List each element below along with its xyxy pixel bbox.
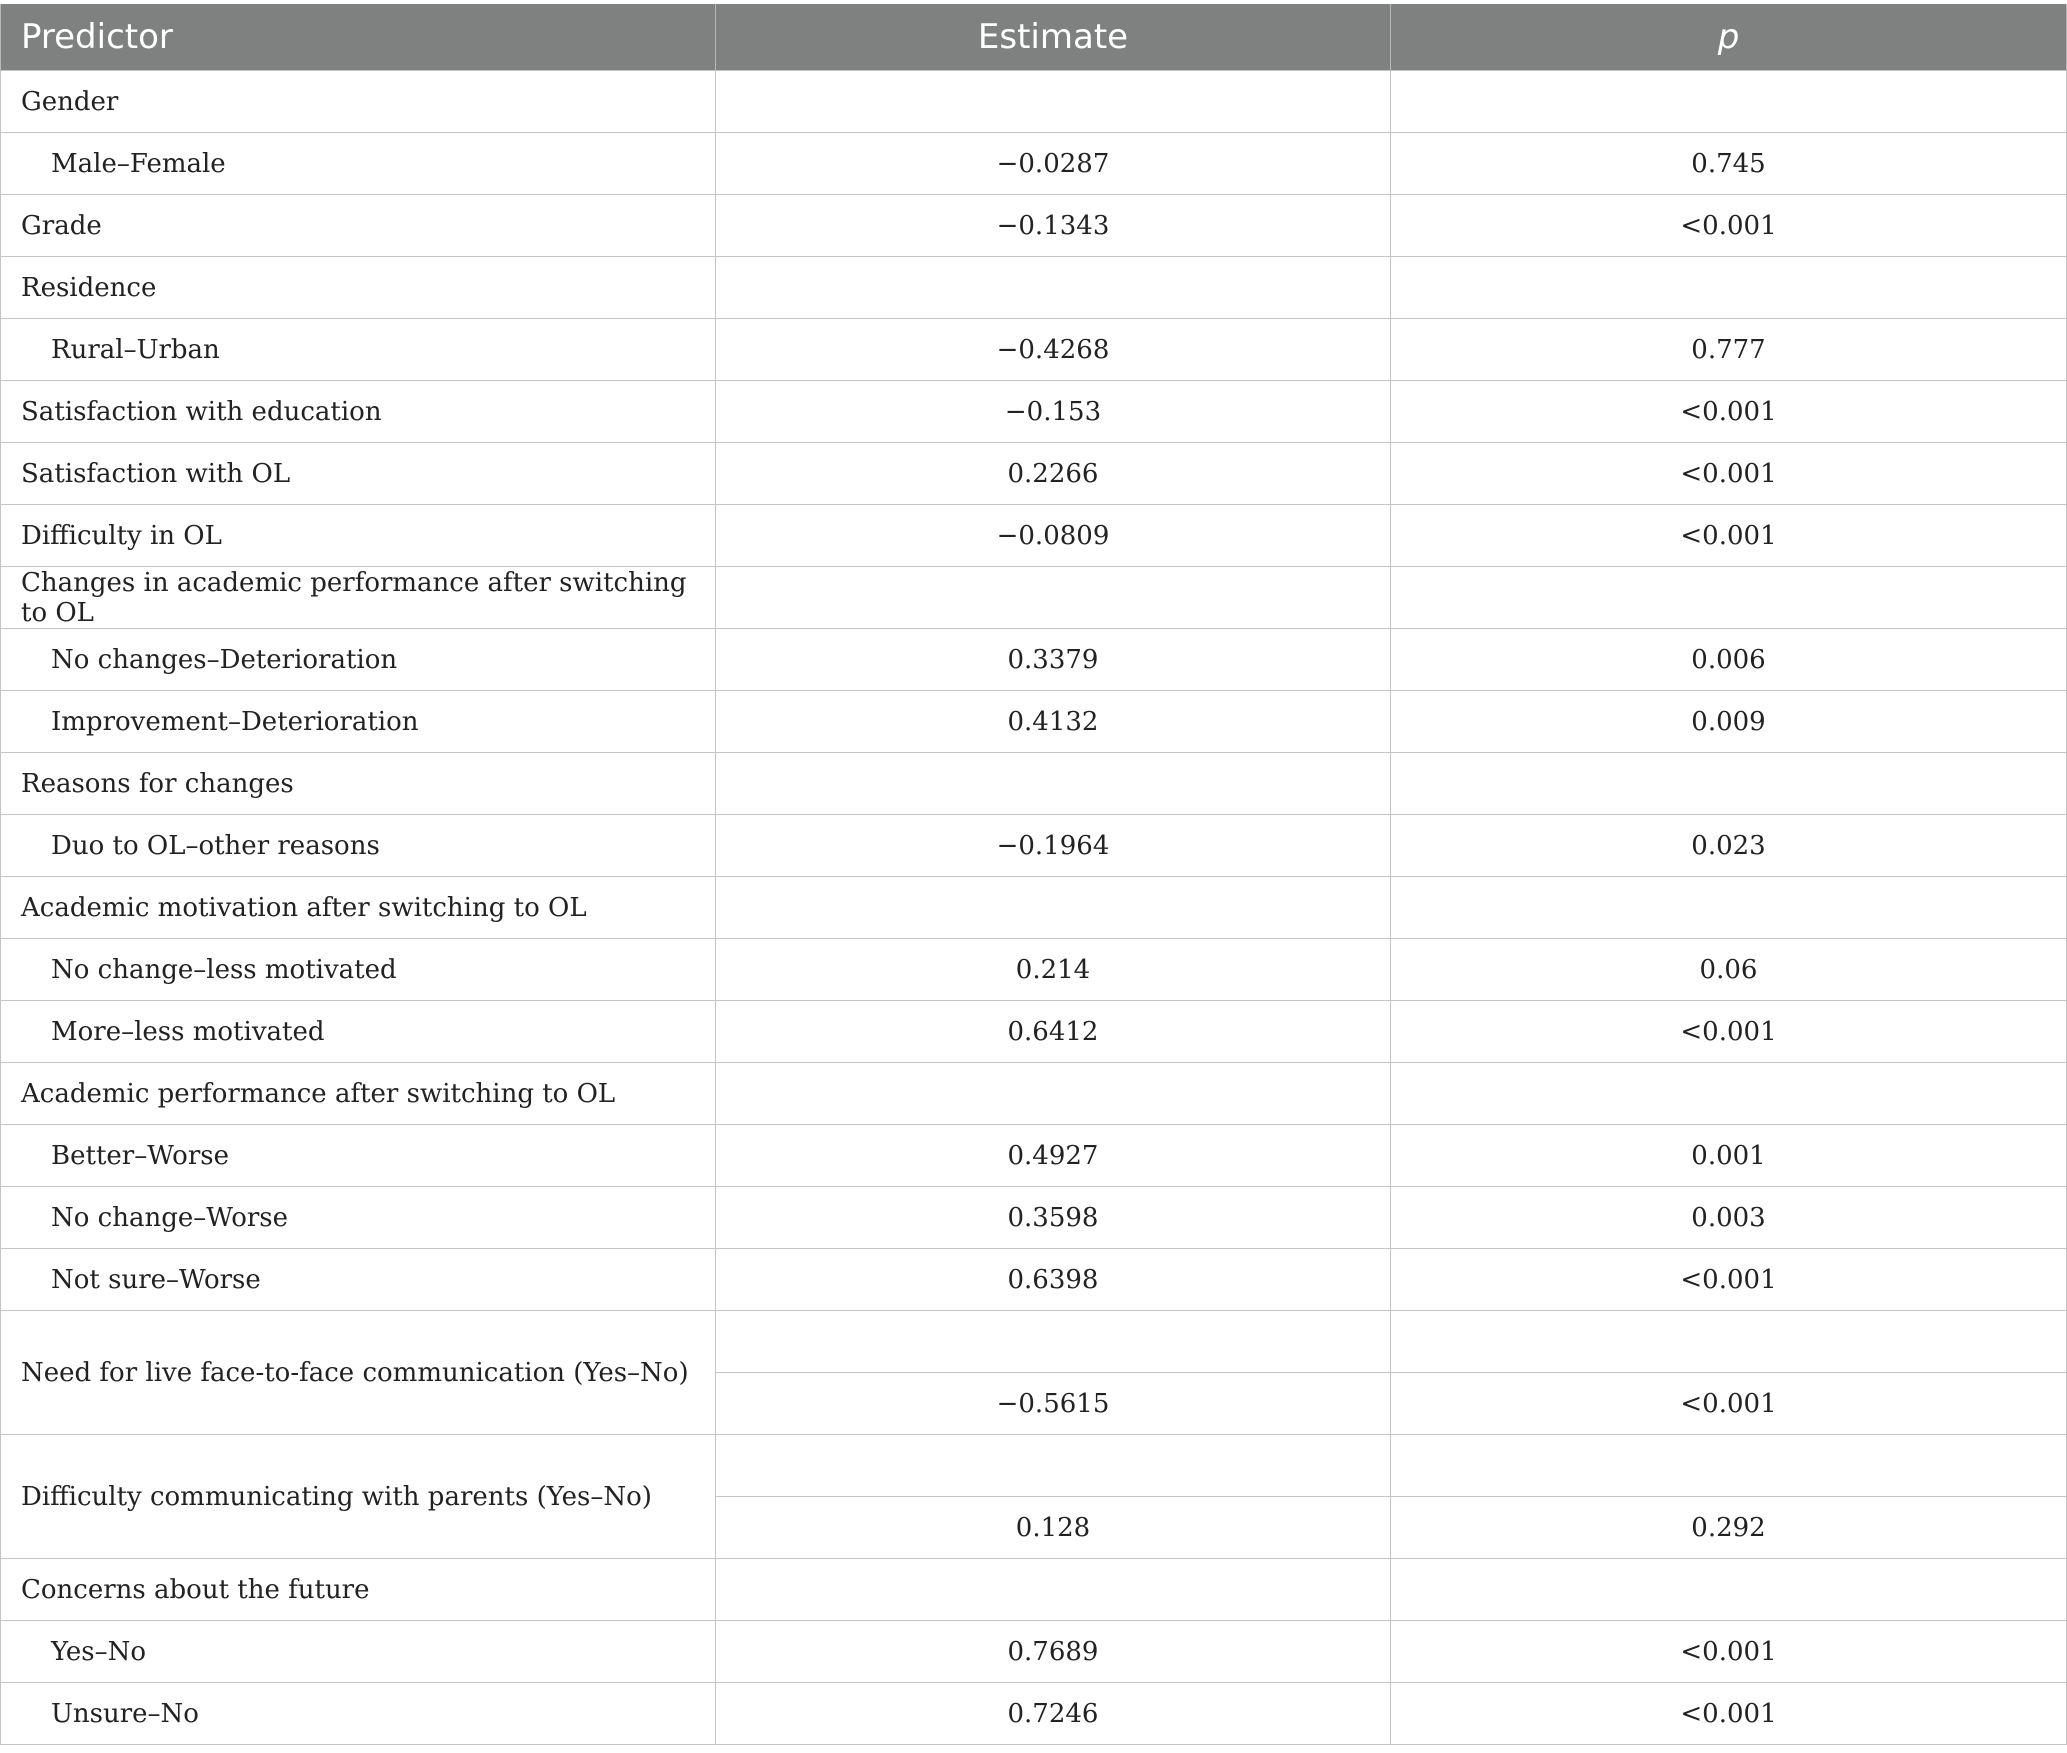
row-p-value: <0.001: [1391, 505, 2067, 567]
table-row: [1, 505, 2067, 567]
header-predictor: Predictor: [1, 4, 716, 71]
table-row: [1, 629, 2067, 691]
row-estimate: 0.6398: [716, 1249, 1391, 1311]
table-row: [1, 1063, 2067, 1125]
table-row: [1, 567, 2067, 629]
row-p-value-empty: [1391, 1311, 2067, 1373]
row-p-value: <0.001: [1391, 1001, 2067, 1063]
row-predictor: Unsure–No: [1, 1683, 716, 1745]
row-predictor: Need for live face-to-face communication (Yes–No): [1, 1311, 716, 1435]
table-row: [1, 319, 2067, 381]
row-predictor: Male–Female: [1, 133, 716, 195]
row-predictor: Changes in academic performance after switching to OL: [1, 567, 716, 629]
row-estimate: −0.5615: [716, 1373, 1391, 1435]
table-body: [1, 71, 2067, 1745]
row-predictor: Difficulty in OL: [1, 505, 716, 567]
row-estimate: −0.4268: [716, 319, 1391, 381]
row-estimate: [716, 257, 1391, 319]
row-p-value: <0.001: [1391, 381, 2067, 443]
row-predictor: Grade: [1, 195, 716, 257]
row-estimate: −0.1964: [716, 815, 1391, 877]
row-p-value: 0.001: [1391, 1125, 2067, 1187]
table-row: [1, 815, 2067, 877]
row-estimate: 0.4927: [716, 1125, 1391, 1187]
row-p-value: 0.292: [1391, 1497, 2067, 1559]
header-p-value: p: [1391, 4, 2067, 71]
row-predictor: Concerns about the future: [1, 1559, 716, 1621]
row-estimate: [716, 1063, 1391, 1125]
row-predictor: Improvement–Deterioration: [1, 691, 716, 753]
row-p-value: 0.006: [1391, 629, 2067, 691]
row-predictor: More–less motivated: [1, 1001, 716, 1063]
row-p-value-empty: [1391, 1435, 2067, 1497]
row-predictor: Residence: [1, 257, 716, 319]
table-row: [1, 195, 2067, 257]
row-predictor: Satisfaction with OL: [1, 443, 716, 505]
row-p-value: [1391, 71, 2067, 133]
row-p-value: [1391, 257, 2067, 319]
row-estimate: −0.153: [716, 381, 1391, 443]
row-p-value: 0.777: [1391, 319, 2067, 381]
table-row: [1, 257, 2067, 319]
table-row: [1, 939, 2067, 1001]
table-row: [1, 753, 2067, 815]
row-predictor: Better–Worse: [1, 1125, 716, 1187]
row-p-value: [1391, 753, 2067, 815]
row-predictor: Reasons for changes: [1, 753, 716, 815]
row-p-value: 0.023: [1391, 815, 2067, 877]
row-estimate: 0.4132: [716, 691, 1391, 753]
row-estimate: 0.214: [716, 939, 1391, 1001]
row-estimate: 0.128: [716, 1497, 1391, 1559]
table-row: [1, 1187, 2067, 1249]
row-predictor: Yes–No: [1, 1621, 716, 1683]
table-row: [1, 443, 2067, 505]
row-predictor: Rural–Urban: [1, 319, 716, 381]
row-estimate: [716, 1559, 1391, 1621]
table-row: [1, 1621, 2067, 1683]
table-row: [1, 1249, 2067, 1311]
header-estimate: Estimate: [716, 4, 1391, 71]
row-estimate: 0.7689: [716, 1621, 1391, 1683]
row-p-value: [1391, 567, 2067, 629]
row-estimate: −0.0287: [716, 133, 1391, 195]
table-row: [1, 691, 2067, 753]
row-predictor: Academic motivation after switching to OL: [1, 877, 716, 939]
row-predictor: Academic performance after switching to OL: [1, 1063, 716, 1125]
row-p-value: [1391, 1559, 2067, 1621]
table-row: [1, 1559, 2067, 1621]
row-p-value: [1391, 877, 2067, 939]
table-row: [1, 381, 2067, 443]
row-p-value: <0.001: [1391, 1249, 2067, 1311]
row-predictor: Satisfaction with education: [1, 381, 716, 443]
table-row: [1, 877, 2067, 939]
row-estimate: [716, 753, 1391, 815]
row-estimate: [716, 877, 1391, 939]
row-p-value: <0.001: [1391, 195, 2067, 257]
row-estimate-empty: [716, 1435, 1391, 1497]
table-row: [1, 1001, 2067, 1063]
table-row: [1, 1435, 2067, 1497]
row-p-value: 0.003: [1391, 1187, 2067, 1249]
row-predictor: Difficulty communicating with parents (Yes–No): [1, 1435, 716, 1559]
row-predictor: No change–less motivated: [1, 939, 716, 1001]
table-row: [1, 71, 2067, 133]
row-estimate: −0.0809: [716, 505, 1391, 567]
table-row: [1, 1125, 2067, 1187]
row-estimate-empty: [716, 1311, 1391, 1373]
row-predictor: Duo to OL–other reasons: [1, 815, 716, 877]
row-estimate: 0.2266: [716, 443, 1391, 505]
row-p-value: 0.745: [1391, 133, 2067, 195]
row-predictor: No changes–Deterioration: [1, 629, 716, 691]
row-estimate: 0.6412: [716, 1001, 1391, 1063]
row-predictor: No change–Worse: [1, 1187, 716, 1249]
table-row: [1, 133, 2067, 195]
row-predictor: Gender: [1, 71, 716, 133]
row-p-value: 0.009: [1391, 691, 2067, 753]
row-estimate: 0.7246: [716, 1683, 1391, 1745]
table-row: [1, 1683, 2067, 1745]
header-row: [1, 4, 2067, 71]
row-p-value: [1391, 1063, 2067, 1125]
table-row: [1, 1311, 2067, 1373]
row-estimate: −0.1343: [716, 195, 1391, 257]
row-estimate: [716, 71, 1391, 133]
row-p-value: 0.06: [1391, 939, 2067, 1001]
row-predictor: Not sure–Worse: [1, 1249, 716, 1311]
row-estimate: 0.3598: [716, 1187, 1391, 1249]
row-p-value: <0.001: [1391, 1621, 2067, 1683]
table-header: [1, 4, 2067, 71]
row-estimate: 0.3379: [716, 629, 1391, 691]
regression-results-table: [0, 4, 2067, 1745]
row-p-value: <0.001: [1391, 1683, 2067, 1745]
row-estimate: [716, 567, 1391, 629]
row-p-value: <0.001: [1391, 443, 2067, 505]
row-p-value: <0.001: [1391, 1373, 2067, 1435]
